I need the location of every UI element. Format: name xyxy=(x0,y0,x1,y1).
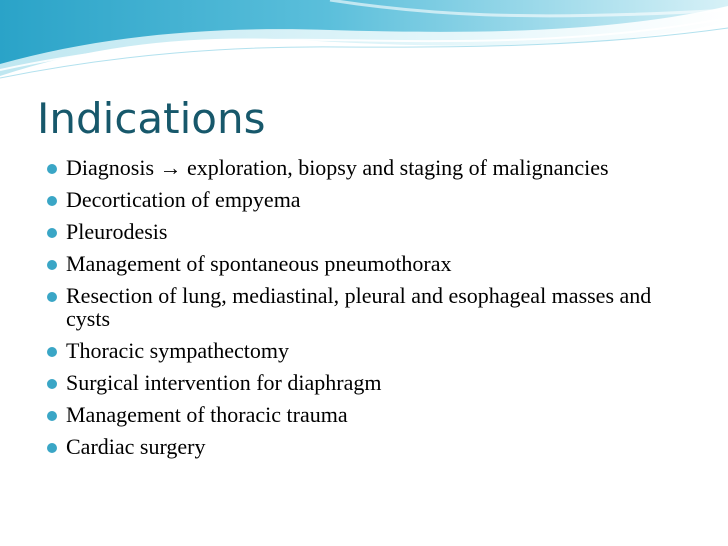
bullet-item xyxy=(47,156,687,179)
bullet-dot-icon xyxy=(47,292,57,302)
bullet-dot-icon xyxy=(47,379,57,389)
bullet-item xyxy=(47,220,687,243)
bullet-text: Management of thoracic trauma xyxy=(66,402,348,427)
bullet-text: Decortication of empyema xyxy=(66,187,301,212)
bullet-item xyxy=(47,339,687,362)
bullet-text: Management of spontaneous pneumothorax xyxy=(66,251,452,276)
bullet-item xyxy=(47,188,687,211)
bullet-text: Resection of lung, mediastinal, pleural and esophageal masses and cysts xyxy=(66,283,652,331)
bullet-text: Surgical intervention for diaphragm xyxy=(66,370,382,395)
bullet-dot-icon xyxy=(47,443,57,453)
bullet-item xyxy=(47,284,687,330)
bullet-dot-icon xyxy=(47,260,57,270)
bullet-text: Cardiac surgery xyxy=(66,434,206,459)
bullet-dot-icon xyxy=(47,228,57,238)
bullet-dot-icon xyxy=(47,411,57,421)
bullet-text: Diagnosis → exploration, biopsy and staging of malignancies xyxy=(66,155,609,180)
bullet-dot-icon xyxy=(47,164,57,174)
bullet-item xyxy=(47,435,687,458)
bullet-item xyxy=(47,371,687,394)
bullet-text: Thoracic sympathectomy xyxy=(66,338,289,363)
bullet-dot-icon xyxy=(47,196,57,206)
bullet-text: Pleurodesis xyxy=(66,219,168,244)
decorative-wave-header xyxy=(0,0,728,90)
bullet-list xyxy=(47,156,687,467)
slide-title: Indications xyxy=(37,94,266,143)
bullet-dot-icon xyxy=(47,347,57,357)
bullet-item xyxy=(47,252,687,275)
bullet-item xyxy=(47,403,687,426)
